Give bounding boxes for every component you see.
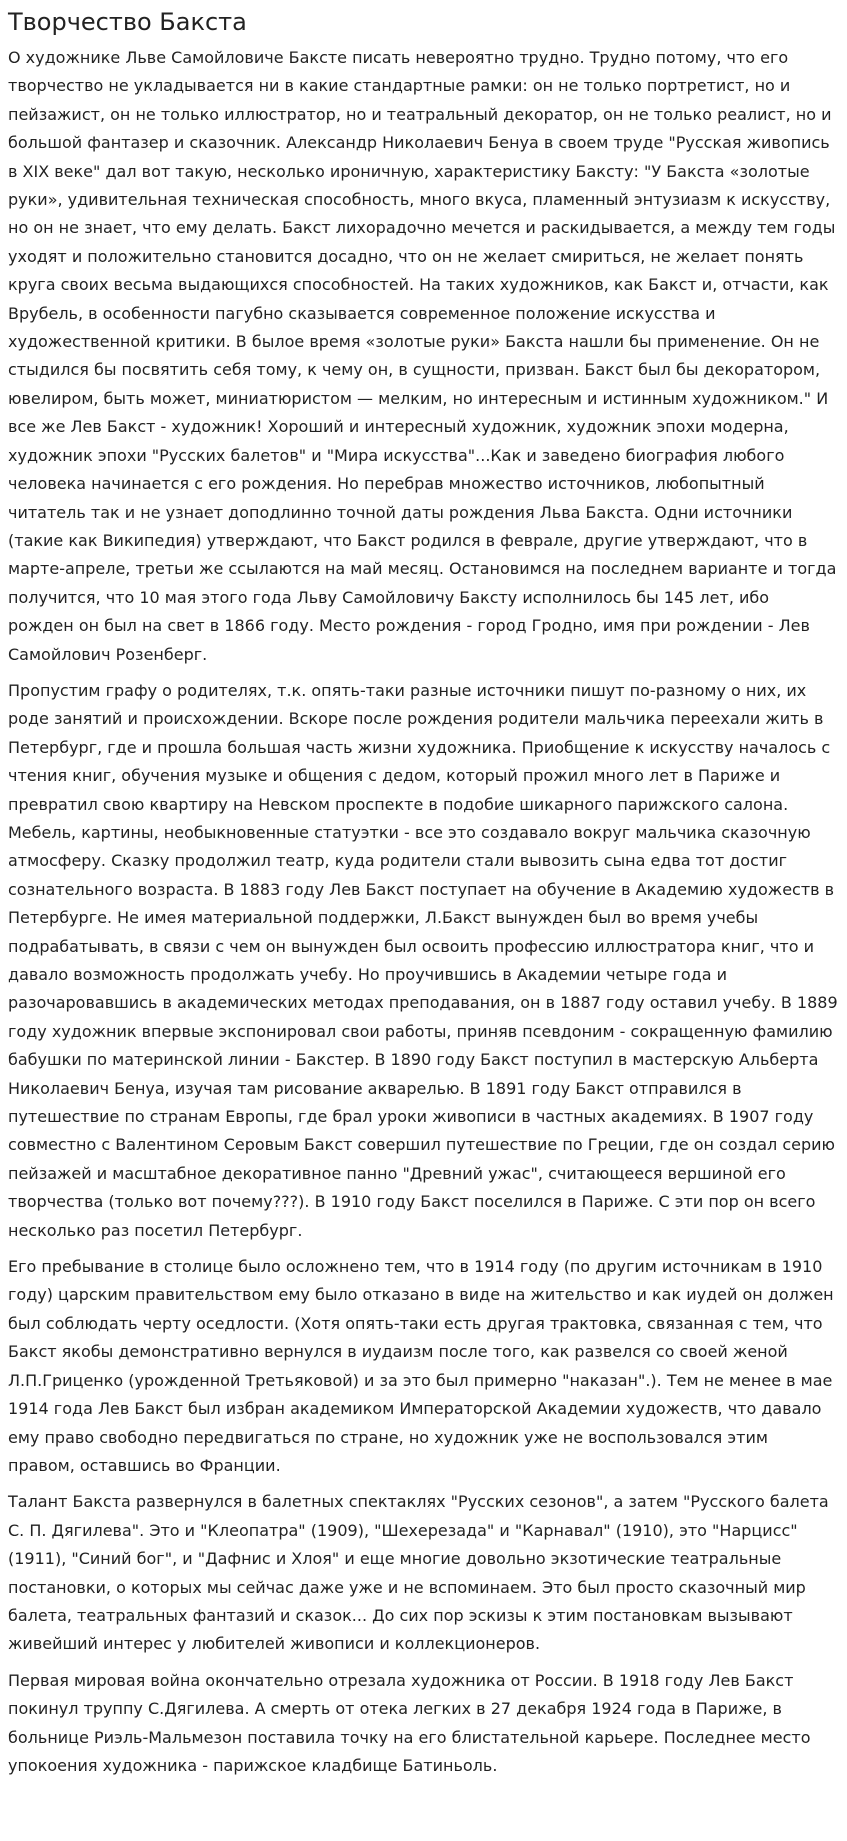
article-paragraph-2: Пропустим графу о родителях, т.к. опять-таки разные источники пишут по-разному о них, их роде занятий и происхождении. Вскоре после рождения родители мальчика переехали жить в Петербург, где и прошла большая часть жизни художника. Приобщение к искусству началось с чтения книг, обучения музыке и общения с дедом, который прожил много лет в Париже и превратил свою квартиру на Невском проспекте в подобие шикарного парижского салона. Мебель, картины, необыкновенные статуэтки - все это создавало вокруг мальчика сказочную атмосферу. Сказку продолжил театр, куда родители стали вывозить сына едва тот достиг сознательного возраста. В 1883 году Лев Бакст поступает на обучение в Академию художеств в Петербурге. Не имея материальной поддержки, Л.Бакст вынужден был во время учебы подрабатывать, в связи с чем он вынужден был освоить профессию иллюстратора книг, что и давало возможность продолжать учебу. Но проучившись в Академии четыре года и разочаровавшись в академических методах преподавания, он в 1887 году оставил учебу. В 1889 году художник впервые экспонировал свои работы, приняв псевдоним - сокращенную фамилию бабушки по материнской линии - Бакстер. В 1890 году Бакст поступил в мастерскую Альберта Николаевич Бенуа, изучая там рисование акварелью. В 1891 году Бакст отправился в путешествие по странам Европы, где брал уроки живописи в частных академиях. В 1907 году совместно с Валентином Серовым Бакст совершил путешествие по Греции, где он создал серию пейзажей и масштабное декоративное панно "Древний ужас", считающееся вершиной его творчества (только вот почему???). В 1910 году Бакст поселился в Париже. С эти пор он всего несколько раз посетил Петербург. [8, 680, 838, 1240]
article-paragraph-3: Его пребывание в столице было осложнено тем, что в 1914 году (по другим источникам в 1910 году) царским правительством ему было отказано в виде на жительство и как иудей он должен был соблюдать черту оседлости. (Хотя опять-таки есть другая трактовка, связанная с тем, что Бакст якобы демонстративно вернулся в иудаизм после того, как развелся со своей женой Л.П.Гриценко (урожденной Третьяковой) и за это был примерно "наказан".). Тем не менее в мае 1914 года Лев Бакст был избран академиком Императорской Академии художеств, что давало ему право свободно передвигаться по стране, но художник уже не воспользовался этим правом, оставшись во Франции. [8, 1257, 834, 1475]
article-paragraph-5: Первая мировая война окончательно отрезала художника от России. В 1918 году Лев Бакст покинул труппу С.Дягилева. А смерть от отека легких в 27 декабря 1924 года в Париже, в больнице Риэль-Мальмезон поставила точку на его блистательной карьере. Последнее место упокоения художника - парижское кладбище Батиньоль. [8, 1670, 811, 1775]
article [8, 6, 839, 1780]
article-paragraph-1: О художнике Льве Самойловиче Баксте писать невероятно трудно. Трудно потому, что его творчество не укладывается ни в какие стандартные рамки: он не только портретист, но и пейзажист, он не только иллюстратор, но и театральный декоратор, он не только реалист, но и большой фантазер и сказочник. Александр Николаевич Бенуа в своем труде "Русская живопись в XIX веке" дал вот такую, несколько ироничную, характеристику Баксту: "У Бакста «золотые руки», удивительная техническая способность, много вкуса, пламенный энтузиазм к искусству, но он не знает, что ему делать. Бакст лихорадочно мечется и раскидывается, а между тем годы уходят и положительно становится досадно, что он не желает смириться, не желает понять круга своих весьма выдающихся способностей. На таких художников, как Бакст и, отчасти, как Врубель, в особенности пагубно сказывается современное положение искусства и художественной критики. В былое время «золотые руки» Бакста нашли бы применение. Он не стыдился бы посвятить себя тому, к чему он, в сущности, призван. Бакст был бы декоратором, ювелиром, быть может, миниатюристом — мелким, но интересным и истинным художником." И все же Лев Бакст - художник! Хороший и интересный художник, художник эпохи модерна, художник эпохи "Русских балетов" и "Мира искусства"...Как и заведено биография любого человека начинается с его рождения. Но перебрав множество источников, любопытный читатель так и не узнает доподлинно точной даты рождения Льва Бакста. Одни источники (такие как Википедия) утверждают, что Бакст родился в феврале, другие утверждают, что в марте-апреле, третьи же ссылаются на май месяц. Остановимся на последнем варианте и тогда получится, что 10 мая этого года Льву Самойловичу Баксту исполнилось бы 145 лет, ибо рожден он был на свет в 1866 году. Место рождения - город Гродно, имя при рождении - Лев Самойлович Розенберг. [8, 48, 837, 664]
article-title: Творчество Бакста [8, 8, 247, 36]
article-paragraph-4: Талант Бакста развернулся в балетных спектаклях "Русских сезонов", а затем "Русского балета С. П. Дягилева". Это и "Клеопатра" (1909), "Шехерезада" и "Карнавал" (1910), это "Нарцисс" (1911), "Синий бог", и "Дафнис и Хлоя" и еще многие довольно экзотические театральные постановки, о которых мы сейчас даже уже и не вспоминаем. Это был просто сказочный мир балета, театральных фантазий и сказок... До сих пор эскизы к этим постановкам вызывают живейший интерес у любителей живописи и коллекционеров. [8, 1492, 829, 1654]
